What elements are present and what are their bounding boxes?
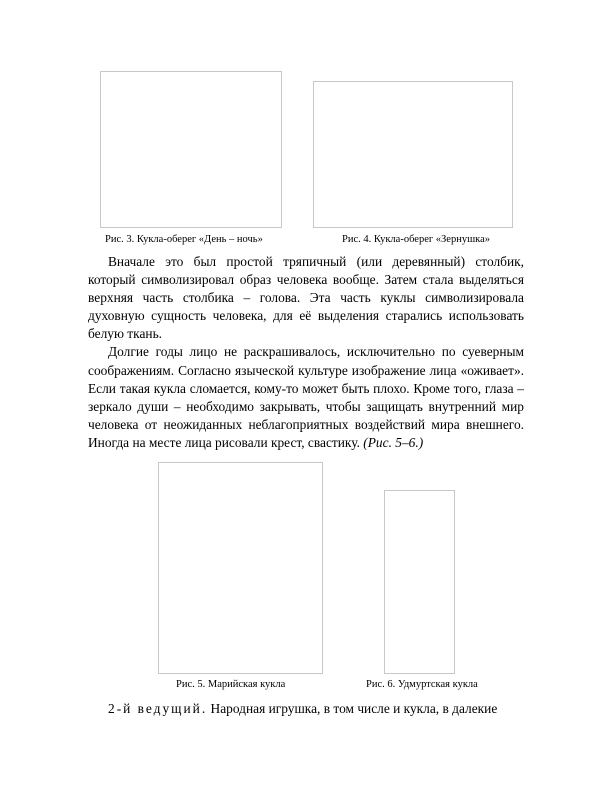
figure-5-image <box>158 462 323 674</box>
figure-3-caption: Рис. 3. Кукла-оберег «День – ночь» <box>105 234 263 245</box>
figure-6-caption: Рис. 6. Удмуртская кукла <box>366 679 478 690</box>
paragraph-2 <box>88 343 524 452</box>
figure-4-caption: Рис. 4. Кукла-оберег «Зернушка» <box>342 234 491 245</box>
figure-3-image <box>100 71 282 228</box>
figure-reference: (Рис. 5–6.) <box>363 434 424 450</box>
paragraph-3 <box>88 700 524 718</box>
paragraph-3-text: Народная игрушка, в том числе и кукла, в далекие <box>210 701 498 716</box>
body-text <box>88 253 524 452</box>
speaker-label: 2-й ведущий. <box>108 701 208 716</box>
figure-6-image <box>384 490 455 674</box>
figure-5-caption: Рис. 5. Марийская кукла <box>176 679 286 690</box>
body-text-continued <box>88 700 524 718</box>
paragraph-1: Вначале это был простой тряпичный (или деревянный) столбик, который символизировал образ человека вообще. Затем стала выделяться верхняя часть столбика – голова. Эта часть куклы символизировала духовную сущность человека, для её выделения старались использовать белую ткань. <box>88 254 524 342</box>
paragraph-2-text: Долгие годы лицо не раскрашивалось, исключительно по суеверным соображениям. Согласно языческой культуре изображение лица «оживает». Если такая кукла сломается, кому-то может быть плохо. Кроме того, глаза – зеркало души – необходимо закрывать, чтобы защищать внутренний мир человека от неожиданных неблагоприятных воздействий мира внешнего. Иногда на месте лица рисовали крест, свастику. <box>88 344 524 450</box>
figure-4-image <box>313 81 513 228</box>
